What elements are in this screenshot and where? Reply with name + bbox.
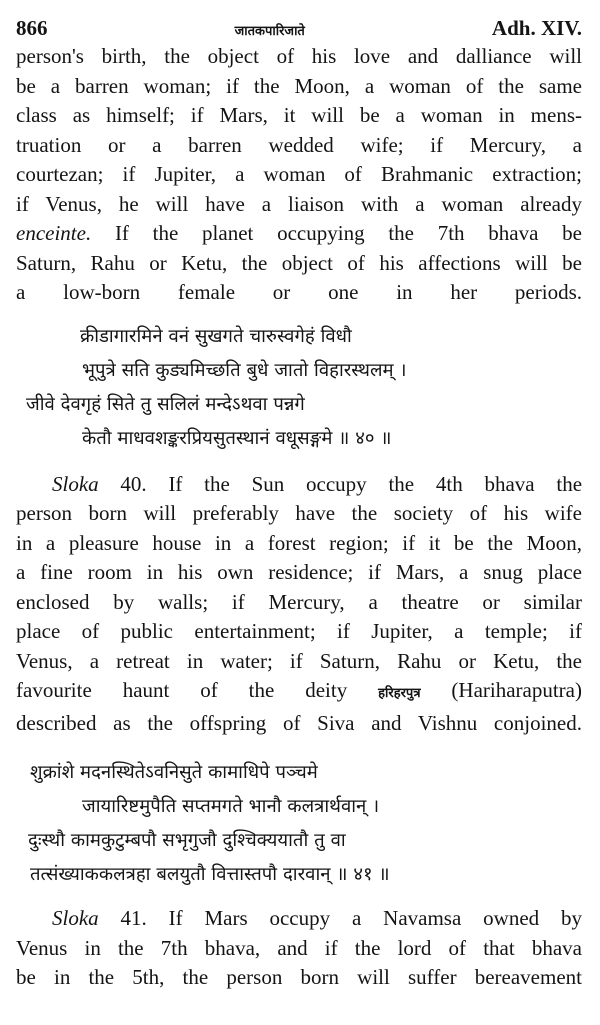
text-line: place of public entertainment; if Jupiter, a temple; if <box>16 619 582 643</box>
text-line: if Venus, he will have a liaison with a woman already <box>16 191 582 216</box>
sloka-number: 41. <box>120 906 147 930</box>
text-span: (Hariharaputra) <box>451 678 582 702</box>
text-line: described as the offspring of Siva and Vishnu conjoined. <box>16 710 582 735</box>
verse-line: तत्संख्याककलत्रहा बलयुतौ वित्तास्तपौ दारवान् ॥ ४१ ॥ <box>30 864 390 885</box>
verse-line: भूपुत्रे सति कुड्यमिच्छति बुधे जातो विहारस्थलम् । <box>82 359 407 381</box>
text-line <box>16 470 582 500</box>
page-number: 866 <box>16 16 48 40</box>
text-line: person's birth, the object of his love and dalliance will <box>16 44 582 68</box>
text-line: person born will preferably have the society of his wife <box>16 501 582 525</box>
verse-line: क्रीडागारमिने वनं सुखगते चारुस्वगेहं विधौ <box>80 325 352 347</box>
running-title: जातकपारिजाते <box>234 24 305 39</box>
text-span: favourite haunt of the deity <box>16 678 348 702</box>
text-line: be in the 5th, the person born will suffer bereavement <box>16 965 582 989</box>
text-span: If Mars occupy a Navamsa owned by <box>168 906 582 930</box>
text-line <box>16 676 582 709</box>
text-line: in a pleasure house in a forest region; if it be the Moon, <box>16 530 582 555</box>
text-line: Venus in the 7th bhava, and if the lord of that bhava <box>16 935 582 960</box>
sloka-number: 40. <box>120 471 147 496</box>
text-line: Venus, a retreat in water; if Saturn, Rahu or Ketu, the <box>16 648 582 673</box>
paragraph-2 <box>16 470 582 739</box>
text-span: If the Sun occupy the 4th bhava the <box>168 471 583 496</box>
chapter-label: Adh. XIV. <box>491 16 582 40</box>
text-line: be a barren woman; if the Moon, a woman of the same <box>16 73 582 98</box>
verse-line: केतौ माधवशङ्करप्रियसुतस्थानं वधूसङ्गमे ॥ ४० ॥ <box>82 427 392 449</box>
sloka-40-verse <box>16 320 582 456</box>
text-line: a low-born female or one in her periods. <box>16 280 582 304</box>
text-line: Saturn, Rahu or Ketu, the object of his affections will be <box>16 250 582 275</box>
verse-line: जायारिष्टमुपैति सप्तमगते भानौ कलत्रार्थवान् । <box>82 796 380 817</box>
sloka-label: Sloka <box>52 471 99 496</box>
text-line <box>16 219 582 249</box>
text-span: If the planet occupying the 7th bhava be <box>91 221 582 245</box>
italic-word: enceinte. <box>16 221 92 245</box>
text-line: class as himself; if Mars, it will be a woman in mens- <box>16 103 582 127</box>
text-line: truation or a barren wedded wife; if Mercury, a <box>16 132 582 157</box>
paragraph-1 <box>16 42 582 308</box>
verse-line: दुःस्थौ कामकुटुम्बपौ सभृगुजौ दुश्चिक्ययातौ तु वा <box>28 830 346 851</box>
text-line: a fine room in his own residence; if Mars, a snug place <box>16 560 582 584</box>
verse-line: जीवे देवगृहं सिते तु सलिलं मन्देऽथवा पन्नगे <box>26 393 305 415</box>
sloka-41-verse <box>16 756 582 892</box>
page-header <box>16 0 582 40</box>
verse-line: शुक्रांशे मदनस्थितेऽवनिसुते कामाधिपे पञ्चमे <box>30 762 318 783</box>
text-line: enclosed by walls; if Mercury, a theatre or similar <box>16 589 582 614</box>
deity-name-devanagari: हरिहरपुत्र <box>378 686 421 701</box>
paragraph-3 <box>16 904 582 993</box>
sloka-label: Sloka <box>52 906 99 930</box>
text-line <box>16 904 582 934</box>
text-line: courtezan; if Jupiter, a woman of Brahmanic extraction; <box>16 162 582 186</box>
